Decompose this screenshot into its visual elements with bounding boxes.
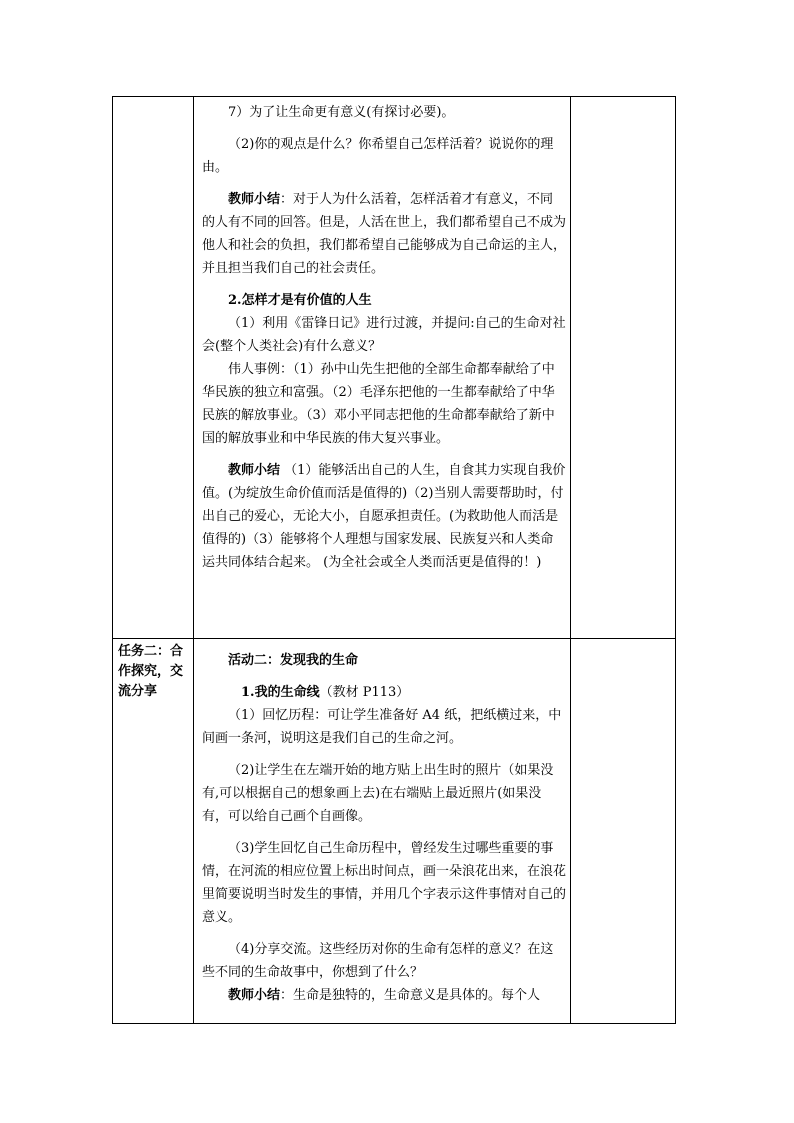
summary-3-label: 教师小结 <box>228 988 281 1003</box>
summary-3-text: ：生命是独特的，生命意义是具体的。每个人 <box>280 988 541 1003</box>
question-2-paragraph: （2)你的观点是什么？你希望自己怎样活着？说说你的理由。 <box>202 137 554 175</box>
step-2-paragraph: （2)让学生在左端开始的地方贴上出生时的照片（如果没有,可以根据自己的想象画上去)在右端贴上最近照片(如果没有，可以给自己画个自画像。 <box>202 763 554 824</box>
section-1-content <box>202 101 566 637</box>
summary-2-label: 教师小结 <box>228 463 281 478</box>
summary-1-text: ：对于人为什么活着，怎样活着才有意义，不同的人有不同的回答。但是，人活在世上，我们都希望自己不成为他人和社会的负担，我们都希望自己能够成为自己命运的主人，并且担当我们自己的社会责任。 <box>202 192 566 276</box>
task-cell-empty <box>113 97 193 638</box>
teacher-summary-2 <box>202 459 566 574</box>
step-3-paragraph: （3)学生回忆自己生命历程中，曾经发生过哪些重要的事情，在河流的相应位置上标出时间点，画一朵浪花出来，在浪花里简要说明当时发生的事情，并用几个字表示这件事情对自己的意义。 <box>202 841 566 925</box>
task-cell-2 <box>113 638 193 1023</box>
great-people-examples: 伟人事例：（1）孙中山先生把他的全部生命都奉献给了中华民族的独立和富强。（2）毛泽东把他的一生都奉献给了中华民族的解放事业。（3）邓小平同志把他的生命都奉献给了新中国的解放事业和中华民族的伟大复兴事业。 <box>202 362 555 446</box>
summary-1-label: 教师小结 <box>228 192 281 207</box>
item-7-line: 7）为了让生命更有意义(有探讨必要)。 <box>228 105 455 120</box>
heading-valuable-life: 2.怎样才是有价值的人生 <box>228 293 372 308</box>
section-2-content <box>202 649 566 1023</box>
summary-2-text: （1）能够活出自己的人生，自食其力实现自我价值。(为绽放生命价值而活是值得的)（2)当别人需要帮助时，付出自己的爱心，无论大小，自愿承担责任。(为救助他人而活是值得的)（3）能够将个人理想与国家发展、民族复兴和人类命运共同体结合起来。 (为全社会或全人类而活更是值得的！) <box>202 463 566 570</box>
task-2-label: 任务二：合作探究，交流分享 <box>118 644 184 699</box>
heading-lifeline: 1.我的生命线（教材 P113） <box>241 685 410 700</box>
step-1-paragraph: （1）回忆历程：可让学生准备好 A4 纸，把纸横过来，中间画一条河，说明这是我们自己的生命之河。 <box>202 708 562 746</box>
activity-2-title: 活动二：发现我的生命 <box>228 653 359 668</box>
step-4-paragraph: （4)分享交流。这些经历对你的生命有怎样的意义？在这些不同的生命故事中，你想到了什么？ <box>202 942 554 980</box>
question-leifeng-paragraph: （1）利用《雷锋日记》进行过渡，并提问:自己的生命对社会(整个人类社会)有什么意义？ <box>202 316 566 354</box>
lesson-plan-table <box>112 96 676 1024</box>
notes-column <box>571 97 675 1023</box>
column-divider-1 <box>193 97 194 1023</box>
teacher-summary-1 <box>202 188 566 280</box>
teacher-summary-3 <box>202 984 566 1007</box>
